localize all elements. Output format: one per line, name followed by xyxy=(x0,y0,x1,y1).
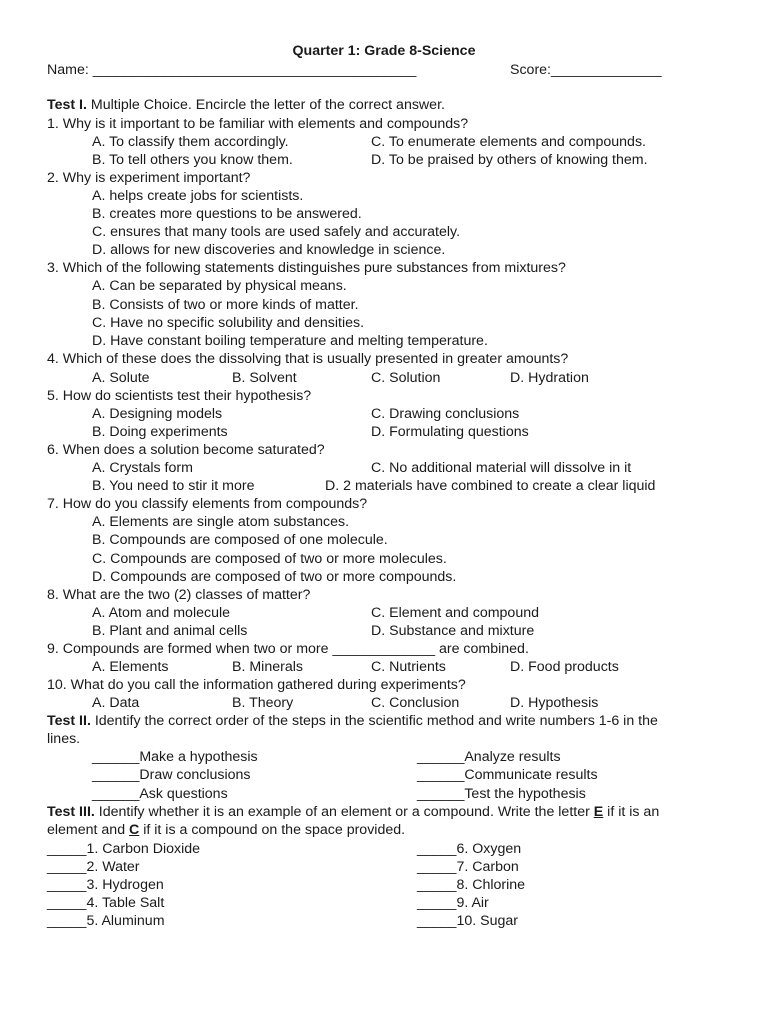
q7-choice-c: C. Compounds are composed of two or more molecules. xyxy=(92,551,447,567)
q1-choice-a: A. To classify them accordingly. xyxy=(92,134,289,150)
test3-item: _____3. Hydrogen xyxy=(47,877,164,893)
question-2: 2. Why is experiment important? xyxy=(47,170,251,186)
q9-choice-c: C. Nutrients xyxy=(371,659,446,675)
score-line xyxy=(510,62,661,78)
q3-choice-c: C. Have no specific solubility and densities. xyxy=(92,315,365,331)
test1-heading: Test I. xyxy=(47,97,87,113)
q4-choice-c: C. Solution xyxy=(371,370,441,386)
q5-choice-c: C. Drawing conclusions xyxy=(371,406,520,422)
q4-choice-d: D. Hydration xyxy=(510,370,589,386)
test3-item: _____4. Table Salt xyxy=(47,895,165,911)
q3-choice-b: B. Consists of two or more kinds of matter. xyxy=(92,297,359,313)
q1-choice-c: C. To enumerate elements and compounds. xyxy=(371,134,646,150)
score-label: Score: xyxy=(510,62,552,78)
question-9: 9. Compounds are formed when two or more _____________ are combined. xyxy=(47,641,529,657)
question-3: 3. Which of the following statements distinguishes pure substances from mixtures? xyxy=(47,260,566,276)
q8-choice-a: A. Atom and molecule xyxy=(92,605,231,621)
test3-item: _____7. Carbon xyxy=(417,859,519,875)
question-5: 5. How do scientists test their hypothesis? xyxy=(47,388,312,404)
q10-choice-a: A. Data xyxy=(92,695,140,711)
q10-choice-d: D. Hypothesis xyxy=(510,695,599,711)
name-blank: _________________________________________ xyxy=(92,62,417,78)
q6-choice-b: B. You need to stir it more xyxy=(92,478,255,494)
q6-choice-c: C. No additional material will dissolve in it xyxy=(371,460,632,476)
q10-choice-c: C. Conclusion xyxy=(371,695,460,711)
q5-choice-d: D. Formulating questions xyxy=(371,424,529,440)
q5-choice-a: A. Designing models xyxy=(92,406,223,422)
q3-choice-a: A. Can be separated by physical means. xyxy=(92,278,347,294)
page-title: Quarter 1: Grade 8-Science xyxy=(292,43,476,59)
test2-item: ______Make a hypothesis xyxy=(92,749,258,765)
test2-item: ______Communicate results xyxy=(417,767,598,783)
name-line xyxy=(47,62,416,78)
test3-item: _____10. Sugar xyxy=(417,913,518,929)
test3-item: _____8. Chlorine xyxy=(417,877,526,893)
letter-e: E xyxy=(593,804,604,820)
q9-choice-b: B. Minerals xyxy=(232,659,303,675)
question-7: 7. How do you classify elements from compounds? xyxy=(47,496,368,512)
test3-item: _____2. Water xyxy=(47,859,140,875)
q4-choice-b: B. Solvent xyxy=(232,370,297,386)
question-10: 10. What do you call the information gathered during experiments? xyxy=(47,677,466,693)
q1-choice-b: B. To tell others you know them. xyxy=(92,152,293,168)
q3-choice-d: D. Have constant boiling temperature and melting temperature. xyxy=(92,333,488,349)
q1-choice-d: D. To be praised by others of knowing them. xyxy=(371,152,648,168)
test1-instruction: Multiple Choice. Encircle the letter of the correct answer. xyxy=(86,97,445,113)
q10-choice-b: B. Theory xyxy=(232,695,294,711)
test3-instruction: Identify whether it is an example of an element or a compound. Write the letter xyxy=(94,804,594,820)
q6-choice-d: D. 2 materials have combined to create a clear liquid xyxy=(325,478,656,494)
question-4: 4. Which of these does the dissolving that is usually presented in greater amounts? xyxy=(47,351,569,367)
test3-item: _____1. Carbon Dioxide xyxy=(47,841,201,857)
q7-choice-d: D. Compounds are composed of two or more compounds. xyxy=(92,569,457,585)
q2-choice-a: A. helps create jobs for scientists. xyxy=(92,188,304,204)
test2-instruction: Identify the correct order of the steps in the scientific method and write numbers 1-6 in the xyxy=(90,713,658,729)
q5-choice-b: B. Doing experiments xyxy=(92,424,228,440)
q2-choice-b: B. creates more questions to be answered. xyxy=(92,206,362,222)
test3-header xyxy=(47,804,659,820)
q6-choice-a: A. Crystals form xyxy=(92,460,193,476)
letter-c: C xyxy=(129,822,140,838)
q2-choice-c: C. ensures that many tools are used safely and accurately. xyxy=(92,224,461,240)
test3-item: _____9. Air xyxy=(417,895,489,911)
test3-item: _____5. Aluminum xyxy=(47,913,165,929)
q9-choice-a: A. Elements xyxy=(92,659,169,675)
q7-choice-a: A. Elements are single atom substances. xyxy=(92,514,350,530)
test3-instruction-line2 xyxy=(47,822,405,838)
test2-header xyxy=(47,713,658,729)
question-1: 1. Why is it important to be familiar with elements and compounds? xyxy=(47,116,469,132)
q9-choice-d: D. Food products xyxy=(510,659,619,675)
test3-instruction-b: if it is an xyxy=(603,804,660,820)
test2-item: ______Analyze results xyxy=(417,749,561,765)
test2-heading: Test II. xyxy=(47,713,91,729)
test2-item: ______Ask questions xyxy=(92,786,228,802)
test2-item: ______Draw conclusions xyxy=(92,767,251,783)
test2-item: ______Test the hypothesis xyxy=(417,786,586,802)
question-8: 8. What are the two (2) classes of matter? xyxy=(47,587,311,603)
test3-instruction-d: if it is a compound on the space provided. xyxy=(139,822,406,838)
q4-choice-a: A. Solute xyxy=(92,370,150,386)
q7-choice-b: B. Compounds are composed of one molecule. xyxy=(92,532,388,548)
q2-choice-d: D. allows for new discoveries and knowledge in science. xyxy=(92,242,446,258)
test3-heading: Test III. xyxy=(47,804,95,820)
q8-choice-c: C. Element and compound xyxy=(371,605,539,621)
name-label: Name: xyxy=(47,62,93,78)
test1-header xyxy=(47,97,445,113)
test3-instruction-c: element and xyxy=(47,822,130,838)
q8-choice-d: D. Substance and mixture xyxy=(371,623,535,639)
score-blank: ______________ xyxy=(551,62,662,78)
test3-item: _____6. Oxygen xyxy=(417,841,522,857)
test2-instruction-cont: lines. xyxy=(47,731,81,747)
question-6: 6. When does a solution become saturated? xyxy=(47,442,325,458)
q8-choice-b: B. Plant and animal cells xyxy=(92,623,248,639)
